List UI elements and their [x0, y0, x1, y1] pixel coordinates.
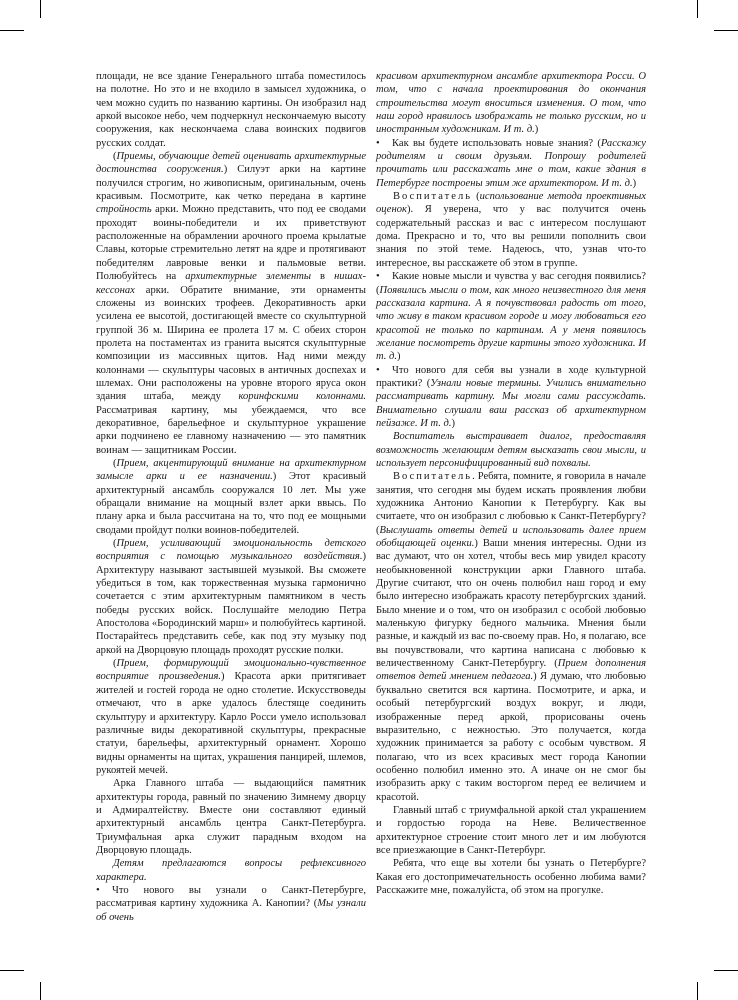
paragraph	[96, 537, 366, 657]
crop-mark	[40, 982, 41, 1000]
italic-text-run: Узнали новые термины. Учились внимательно рассматривать картину. Мы могли сами рассуждать. Внимательно слушали ваш рассказ об архитектурном пейзаже. И т. д.	[376, 377, 646, 429]
text-run: )	[451, 417, 456, 429]
paragraph	[96, 884, 366, 924]
paragraph	[96, 857, 366, 884]
paragraph	[96, 150, 366, 457]
italic-text-run: Приемы, обучающие детей оценивать архитектурные достоинства сооружения.	[96, 151, 366, 176]
italic-text-run: нишах-кессонах	[96, 271, 366, 296]
paragraph	[376, 190, 646, 270]
text-run: Воспитатель	[393, 471, 473, 483]
italic-text-run: Расскажу родителям и своим друзьям. Попрошу родителей прочитать или расскажать мне о том, какие здания в Петербурге построены этим же архитектором. И т. д.	[376, 137, 646, 189]
italic-text-run: Выслушать ответы детей и использовать далее прием обобщающей оценки.	[376, 524, 646, 550]
italic-text-run: коринфскими колоннами.	[238, 391, 366, 403]
text-run: Как вы будете использовать новые знания? (	[392, 137, 601, 149]
crop-mark	[0, 970, 24, 971]
paragraph	[376, 470, 646, 804]
paragraph	[376, 70, 646, 137]
text-run: ) Ваши мнения интересны. Одни из вас думают, что он хотел, чтобы весь мир увидел красоту необыкновенной конструкции арки Главного штаба. Другие считают, что он очень полюбил наш город и ему было интересно изображать красоту петербургских зданий. Было мнение и о том, что он изобразил с особой любовью маленькую фигурку бедного мальчика. Мнения были разные, и каждый из вас по-своему прав. Но, я полагаю, все вы почувствовали, что картина написана с любовью к величественному Санкт-Петербургу. (	[376, 538, 647, 670]
paragraph	[96, 777, 366, 857]
text-run: )	[397, 351, 401, 363]
italic-text-run: Мы узнали об очень	[96, 898, 366, 923]
italic-text-run: красивом архитектурном ансамбле архитектора Росси. О том, что с начала проектирования до окончания строительства могут вноситься изменения. О том, что наш город нравилось изображать не только русским, но и иностранным художникам. И т. д.	[376, 71, 646, 136]
text-run: Рассматривая картину, мы убеждаемся, что все декоративное, барельефное и скульптурное украшение арки подчинено ее главному назначению — это памятник воинам — защитникам России.	[96, 404, 366, 456]
text-run: Что нового для себя вы узнали в ходе культурной практики? (	[376, 364, 646, 389]
text-run: . Ребята, помните, я говорила в начале занятия, что сегодня мы будем искать проявления любви художника Антонио Канопии к Петербургу. Как вы считаете, что он изобразил с любовью к Санкт-Петербургу? (	[376, 471, 646, 536]
bullet-marker: •	[376, 364, 380, 376]
italic-text-run: архитектурные элементы	[185, 271, 311, 283]
crop-mark	[40, 0, 41, 18]
crop-mark	[0, 30, 24, 31]
text-run: в	[310, 271, 335, 283]
text-run: Воспитатель	[393, 191, 473, 203]
right-text-column	[376, 70, 646, 897]
text-run: (	[113, 538, 117, 550]
bullet-marker: •	[376, 137, 380, 149]
text-run: ) Я думаю, что любовью буквально светится вся картина. Посмотрите, и арка, и особый петербургский воздух вокруг, и люди, изображенные перед аркой, прорисованы очень выразительно, с нежностью. Это получается, когда художник принимается за работу с особым чувством. Я полагаю, что из всех красивых мест города Канопии особенно полюбил именно это. А иначе он не смог бы изобразить арку с таким восторгом перед ее величием и красотой.	[376, 671, 646, 803]
text-run: Главный штаб с триумфальной аркой стал украшением и гордостью города на Неве. Величественное архитектурное строение стоит много лет и им любуются все приезжающие в Санкт-Петербург.	[376, 804, 646, 856]
paragraph	[376, 857, 646, 897]
paragraph	[96, 70, 366, 150]
text-run: )	[632, 177, 637, 189]
text-run: (	[113, 151, 117, 163]
paragraph	[376, 364, 646, 431]
bullet-marker: •	[96, 884, 100, 896]
crop-mark	[697, 982, 698, 1000]
italic-text-run: стройность	[96, 204, 152, 216]
paragraph	[376, 430, 646, 470]
text-run: ) Силуэт арки на картине получился строгим, но живописным, оригинальным, очень красивым. Посмотрите, как четко передана в картине	[96, 164, 366, 203]
text-run: Что нового вы узнали о Санкт-Петербурге, рассматривая картину художника А. Канопии? (	[96, 884, 366, 910]
text-run: ) Красота арки притягивает жителей и гостей города не одно столетие. Искусствоведы отмечают, что в арке удалось блестяще соединить скульптуру и архитектуру. Карло Росси умело использовал различные виды декоративной скульптуры, прекрасные статуи, барельефы, архитектурный орнамент. Хорошо видны орнаменты на щитах, украшения панцирей, шлемов, рукоятей мечей.	[96, 671, 366, 776]
text-run: ) Архитектуру называют застывшей музыкой. Вы сможете убедиться в том, как торжественная музыка гармонично сочетается с этим архитектурным памятником в честь победы русских войск. Послушайте мелодию Петра Апостолова «Бородинский марш» и полюбуйтесь картиной. Постарайтесь представить себе, как под эту музыку под аркой на Дворцовую площадь проходят русские полки.	[96, 551, 366, 656]
left-text-column	[96, 70, 366, 924]
italic-text-run: Воспитатель выстраивает диалог, предоставляя возможность желающим детям высказать свои мысли, и использует персонифицированный вид похвалы.	[376, 431, 646, 469]
text-run: Ребята, что еще вы хотели бы узнать о Петербурге? Какая его достопримечательность особенно любима вами? Расскажите мне, пожалуйста, об этом на прогулке.	[376, 858, 646, 896]
text-run: (	[113, 658, 117, 670]
text-run: (	[113, 457, 117, 469]
text-run: (	[472, 191, 480, 203]
crop-mark	[697, 0, 698, 18]
paragraph	[376, 270, 646, 363]
crop-mark	[714, 30, 738, 31]
text-run: )	[534, 124, 539, 136]
italic-text-run: Прием, формирующий эмоционально-чувственное восприятие произведения.	[96, 658, 366, 683]
italic-text-run: Прием, усиливающий эмоциональность детского восприятия с помощью музыкального воздействия.	[96, 538, 366, 563]
paragraph	[96, 457, 366, 537]
bullet-marker: •	[376, 271, 380, 283]
text-run: Какие новые мысли и чувства у вас сегодня появились? (	[376, 271, 646, 296]
italic-text-run: Прием, акцентирующий внимание на архитектурном замысле арки и ее назначении.	[96, 457, 366, 483]
italic-text-run: Прием дополнения ответов детей мнением педагога.	[376, 658, 647, 683]
paragraph	[96, 657, 366, 777]
italic-text-run: Детям предлагаются вопросы рефлексивного характера.	[96, 858, 366, 883]
italic-text-run: использование метода проективных оценок	[376, 191, 646, 216]
paragraph	[376, 137, 646, 190]
crop-mark	[714, 970, 738, 971]
text-run: площади, не все здание Генерального штаба поместилось на полотне. Но это и не входило в замысел художника, о чем можно судить по названию картины. Он изобразил над аркой высокое небо, чем подчеркнул нескончаемую высоту сооружения, как нескончаема слава воинских подвигов русских солдат.	[96, 71, 366, 149]
text-run: арки. Можно представить, что под ее сводами проходят воины-победители и их приветствуют расположенные на обрамлении арочного проема крылатые Славы, которые стремительно летят на ядре и протягивают победителям лавровые венки и пальмовые ветви. Полюбуйтесь на	[96, 204, 366, 283]
paragraph	[376, 804, 646, 857]
italic-text-run: Появились мысли о том, как много неизвестного для меня рассказала картина. А я почувствовал радость от того, что живу в таком красивом городе и могу любоваться его красотой не только по картинам. А у меня появилось желание посмотреть другие картины этого художника. И т. д.	[376, 284, 646, 363]
text-run: Арка Главного штаба — выдающийся памятник архитектуры города, равный по значению Зимнему дворцу и Адмиралтейству. Вместе они составляют единый архитектурный ансамбль центра Санкт-Петербурга. Триумфальная арка служит парадным входом на Дворцовую площадь.	[96, 778, 366, 856]
text-run: арки. Обратите внимание, эти орнаменты сложены из воинских трофеев. Декоративность арки усилена ее высотой, достигающей вместе со скульптурной группой 36 м. Ширина ее пролета 17 м. С обеих сторон пролета на постаментах из гранита высятся скульптурные композиции из массивных щитов. Над ними между колоннами — скульптуры часовых в античных доспехах и шлемах. Они расположены на уровне второго яруса окон здания штаба, между	[96, 284, 366, 403]
text-run: ). Я уверена, что у вас получится очень содержательный рассказ и вас с интересом послушают дома. Прекрасно и то, что вы решили пополнить свои знания по этой теме. Надеюсь, что, узнав что-то интересное, вы расскажете об этом в группе.	[376, 204, 646, 269]
text-run: ) Этот красивый архитектурный ансамбль сооружался 10 лет. Мы уже обращали внимание на мощный взлет арки ввысь. По плану арка и была рассчитана на то, что под ее мощными сводами пройдут полки воинов-победителей.	[96, 471, 366, 536]
